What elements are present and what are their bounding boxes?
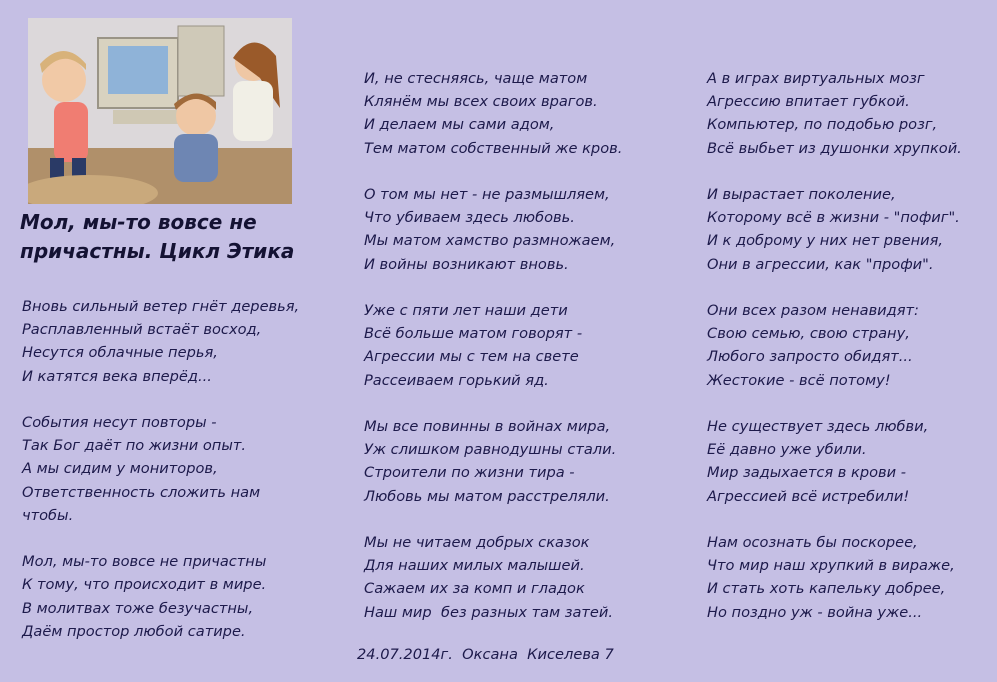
poem-line: Вновь сильный ветер гнёт деревья, [22, 298, 300, 315]
poem-line: Любого запросто обидят... [707, 348, 913, 366]
stanza [707, 415, 997, 508]
poem-line: Любовь мы матом расстреляли. [364, 487, 610, 505]
poem-line: Мы все повинны в войнах мира, [364, 418, 611, 435]
poem-line: Её давно уже убили. [707, 441, 867, 459]
stanza [22, 295, 342, 388]
poem-line: И войны возникают вновь. [364, 255, 569, 273]
poem-line: Строители по жизни тира - [364, 464, 575, 482]
poem-line: Они всех разом ненавидят: [707, 302, 919, 319]
poem-line: И стать хоть капельку добрее, [707, 580, 946, 598]
stanza [707, 183, 997, 276]
poem-line: Мир задыхается в крови - [707, 464, 907, 482]
poem-line: И катятся века вперёд... [22, 367, 212, 385]
poem-line: Даём простор любой сатире. [22, 622, 246, 640]
poem-line: Сажаем их за комп и гладок [364, 580, 585, 598]
poem-line: Компьютер, по подобью розг, [707, 116, 938, 134]
stanza [364, 415, 684, 508]
poem-line: Так Бог даёт по жизни опыт. [22, 437, 247, 455]
stanza [364, 67, 684, 160]
stanza [364, 531, 684, 624]
poem-line: Что убиваем здесь любовь. [364, 209, 575, 227]
poem-line: Всё выбьет из душонки хрупкой. [707, 139, 962, 157]
poem-line: Ответственность сложить нам чтобы. [22, 483, 261, 524]
poem-line: Не существует здесь любви, [707, 418, 929, 435]
poem-line: О том мы нет - не размышляем, [364, 186, 610, 203]
poem-line: В молитвах тоже безучастны, [22, 599, 254, 617]
poem-line: Клянём мы всех своих врагов. [364, 93, 598, 111]
poem-line: Они в агрессии, как "профи". [707, 255, 934, 273]
poem-line: Наш мир без разных там затей. [364, 603, 614, 621]
poem-line: И делаем мы сами адом, [364, 116, 555, 134]
poem-column-3 [707, 67, 997, 647]
poem-line: Что мир наш хрупкий в вираже, [707, 557, 955, 575]
poem-line: К тому, что происходит в мире. [22, 576, 267, 594]
poem-line: Тем матом собственный же кров. [364, 139, 623, 157]
stanza [707, 531, 997, 624]
poem-line: А мы сидим у мониторов, [22, 460, 218, 478]
poem-line: Жестокие - всё потому! [707, 371, 891, 389]
poem-line: Рассеиваем горький яд. [364, 371, 549, 389]
poem-line: Нам осознать бы поскорее, [707, 534, 918, 551]
poem-line: Агрессии мы с тем на свете [364, 348, 579, 366]
poem-line: Агрессией всё истребили! [707, 487, 910, 505]
children-at-computer-photo [28, 18, 292, 204]
stanza [707, 67, 997, 160]
poem-line: Уже с пяти лет наши дети [364, 302, 568, 319]
poem-line: Агрессию впитает губкой. [707, 93, 910, 111]
stanza [364, 183, 684, 276]
poem-line: Расплавленный встаёт восход, [22, 321, 262, 339]
poem-line: Для наших милых малышей. [364, 557, 585, 575]
poem-column-1 [22, 295, 342, 666]
poem-title: Мол, мы-то вовсе не причастны. Цикл Этика [20, 210, 295, 263]
poem-line: Которому всё в жизни - "пофиг". [707, 209, 960, 227]
poem-line: Но поздно уж - война уже... [707, 603, 923, 621]
poem-line: Мол, мы-то вовсе не причастны [22, 553, 267, 571]
poem-line: События несут повторы - [22, 414, 217, 431]
poem-line: И к доброму у них нет рвения, [707, 232, 944, 250]
signature-date-author: 24.07.2014г. Оксана Киселева 7 [357, 646, 614, 663]
stanza [707, 299, 997, 392]
stanza [22, 550, 342, 643]
poem-line: Мы не читаем добрых сказок [364, 534, 590, 551]
stanza [22, 411, 342, 527]
stanza [364, 299, 684, 392]
poem-line: И вырастает поколение, [707, 186, 896, 203]
poem-line: Свою семью, свою страну, [707, 325, 910, 343]
poem-column-2 [364, 67, 684, 647]
poem-line: Всё больше матом говорят - [364, 325, 583, 343]
poem-line: Уж слишком равнодушны стали. [364, 441, 617, 459]
poem-line: И, не стесняясь, чаще матом [364, 70, 588, 87]
poem-line: А в играх виртуальных мозг [707, 70, 925, 87]
poem-line: Мы матом хамство размножаем, [364, 232, 616, 250]
poem-line: Несутся облачные перья, [22, 344, 218, 362]
